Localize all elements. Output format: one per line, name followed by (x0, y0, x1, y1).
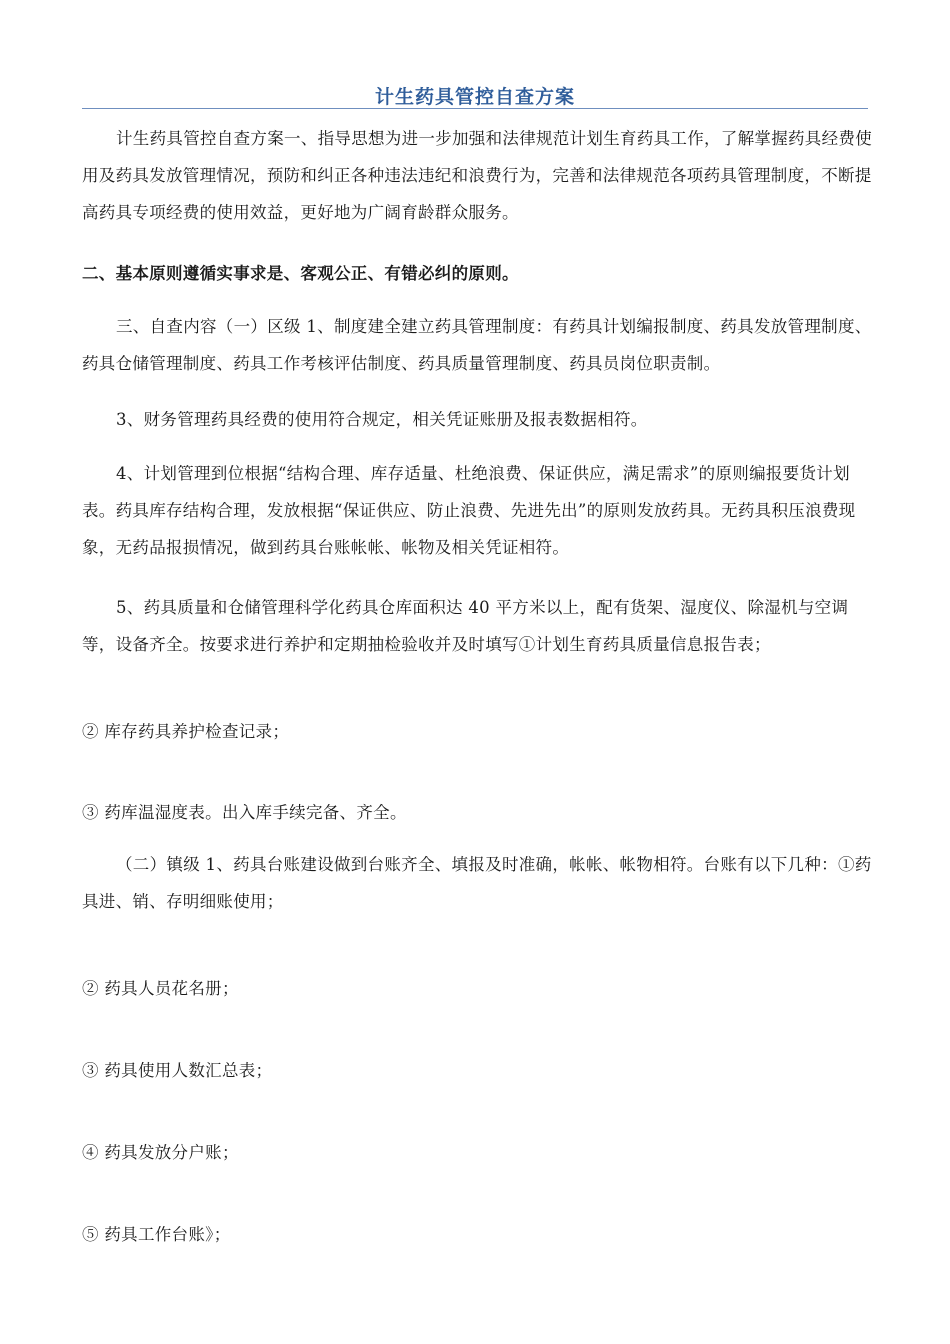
list-item-staff-roster: ② 药具人员花名册； (82, 979, 239, 998)
list-item-household-ledger: ④ 药具发放分户账； (82, 1143, 239, 1162)
paragraph-basic-principles-heading: 二、基本原则遵循实事求是、客观公正、有错必纠的原则。 (82, 264, 519, 283)
paragraph-plan-management: 4、计划管理到位根据“结构合理、库存适量、杜绝浪费、保证供应，满足需求”的原则编报要货计划表。药具库存结构合理，发放根据“保证供应、防止浪费、先进先出”的原则发放药具。无药具积压浪费现象，无药品报损情况，做到药具台账帐帐、帐物及相关凭证相符。 (82, 464, 856, 557)
list-item-work-ledger: ⑤ 药具工作台账》； (82, 1225, 231, 1244)
list-item-user-summary: ③ 药具使用人数汇总表； (82, 1061, 273, 1080)
title-underline-divider (82, 108, 868, 109)
list-item-temperature-table: ③ 药库温湿度表。出入库手续完备、齐全。 (82, 803, 407, 822)
paragraph-self-check-content: 三、自查内容（一）区级 1、制度建全建立药具管理制度：有药具计划编报制度、药具发放管理制度、药具仓储管理制度、药具工作考核评估制度、药具质量管理制度、药具员岗位职责制。 (82, 317, 872, 373)
paragraph-guiding-ideology: 计生药具管控自查方案一、指导思想为进一步加强和法律规范计划生育药具工作，了解掌握药具经费使用及药具发放管理情况，预防和纠正各种违法违纪和浪费行为，完善和法律规范各项药具管理制度，不断提高药具专项经费的使用效益，更好地为广阔育龄群众服务。 (82, 129, 872, 222)
paragraph-financial-management: 3、财务管理药具经费的使用符合规定，相关凭证账册及报表数据相符。 (116, 410, 648, 429)
paragraph-town-level: （二）镇级 1、药具台账建设做到台账齐全、填报及时准确，帐帐、帐物相符。台账有以下几种：①药具进、销、存明细账使用； (82, 855, 872, 911)
list-item-inventory-record: ② 库存药具养护检查记录； (82, 722, 290, 741)
paragraph-quality-storage: 5、药具质量和仓储管理科学化药具仓库面积达 40 平方米以上，配有货架、湿度仪、除湿机与空调等，设备齐全。按要求进行养护和定期抽检验收并及时填写①计划生育药具质量信息报告表； (82, 598, 849, 654)
document-title: 计生药具管控自查方案 (374, 86, 575, 108)
